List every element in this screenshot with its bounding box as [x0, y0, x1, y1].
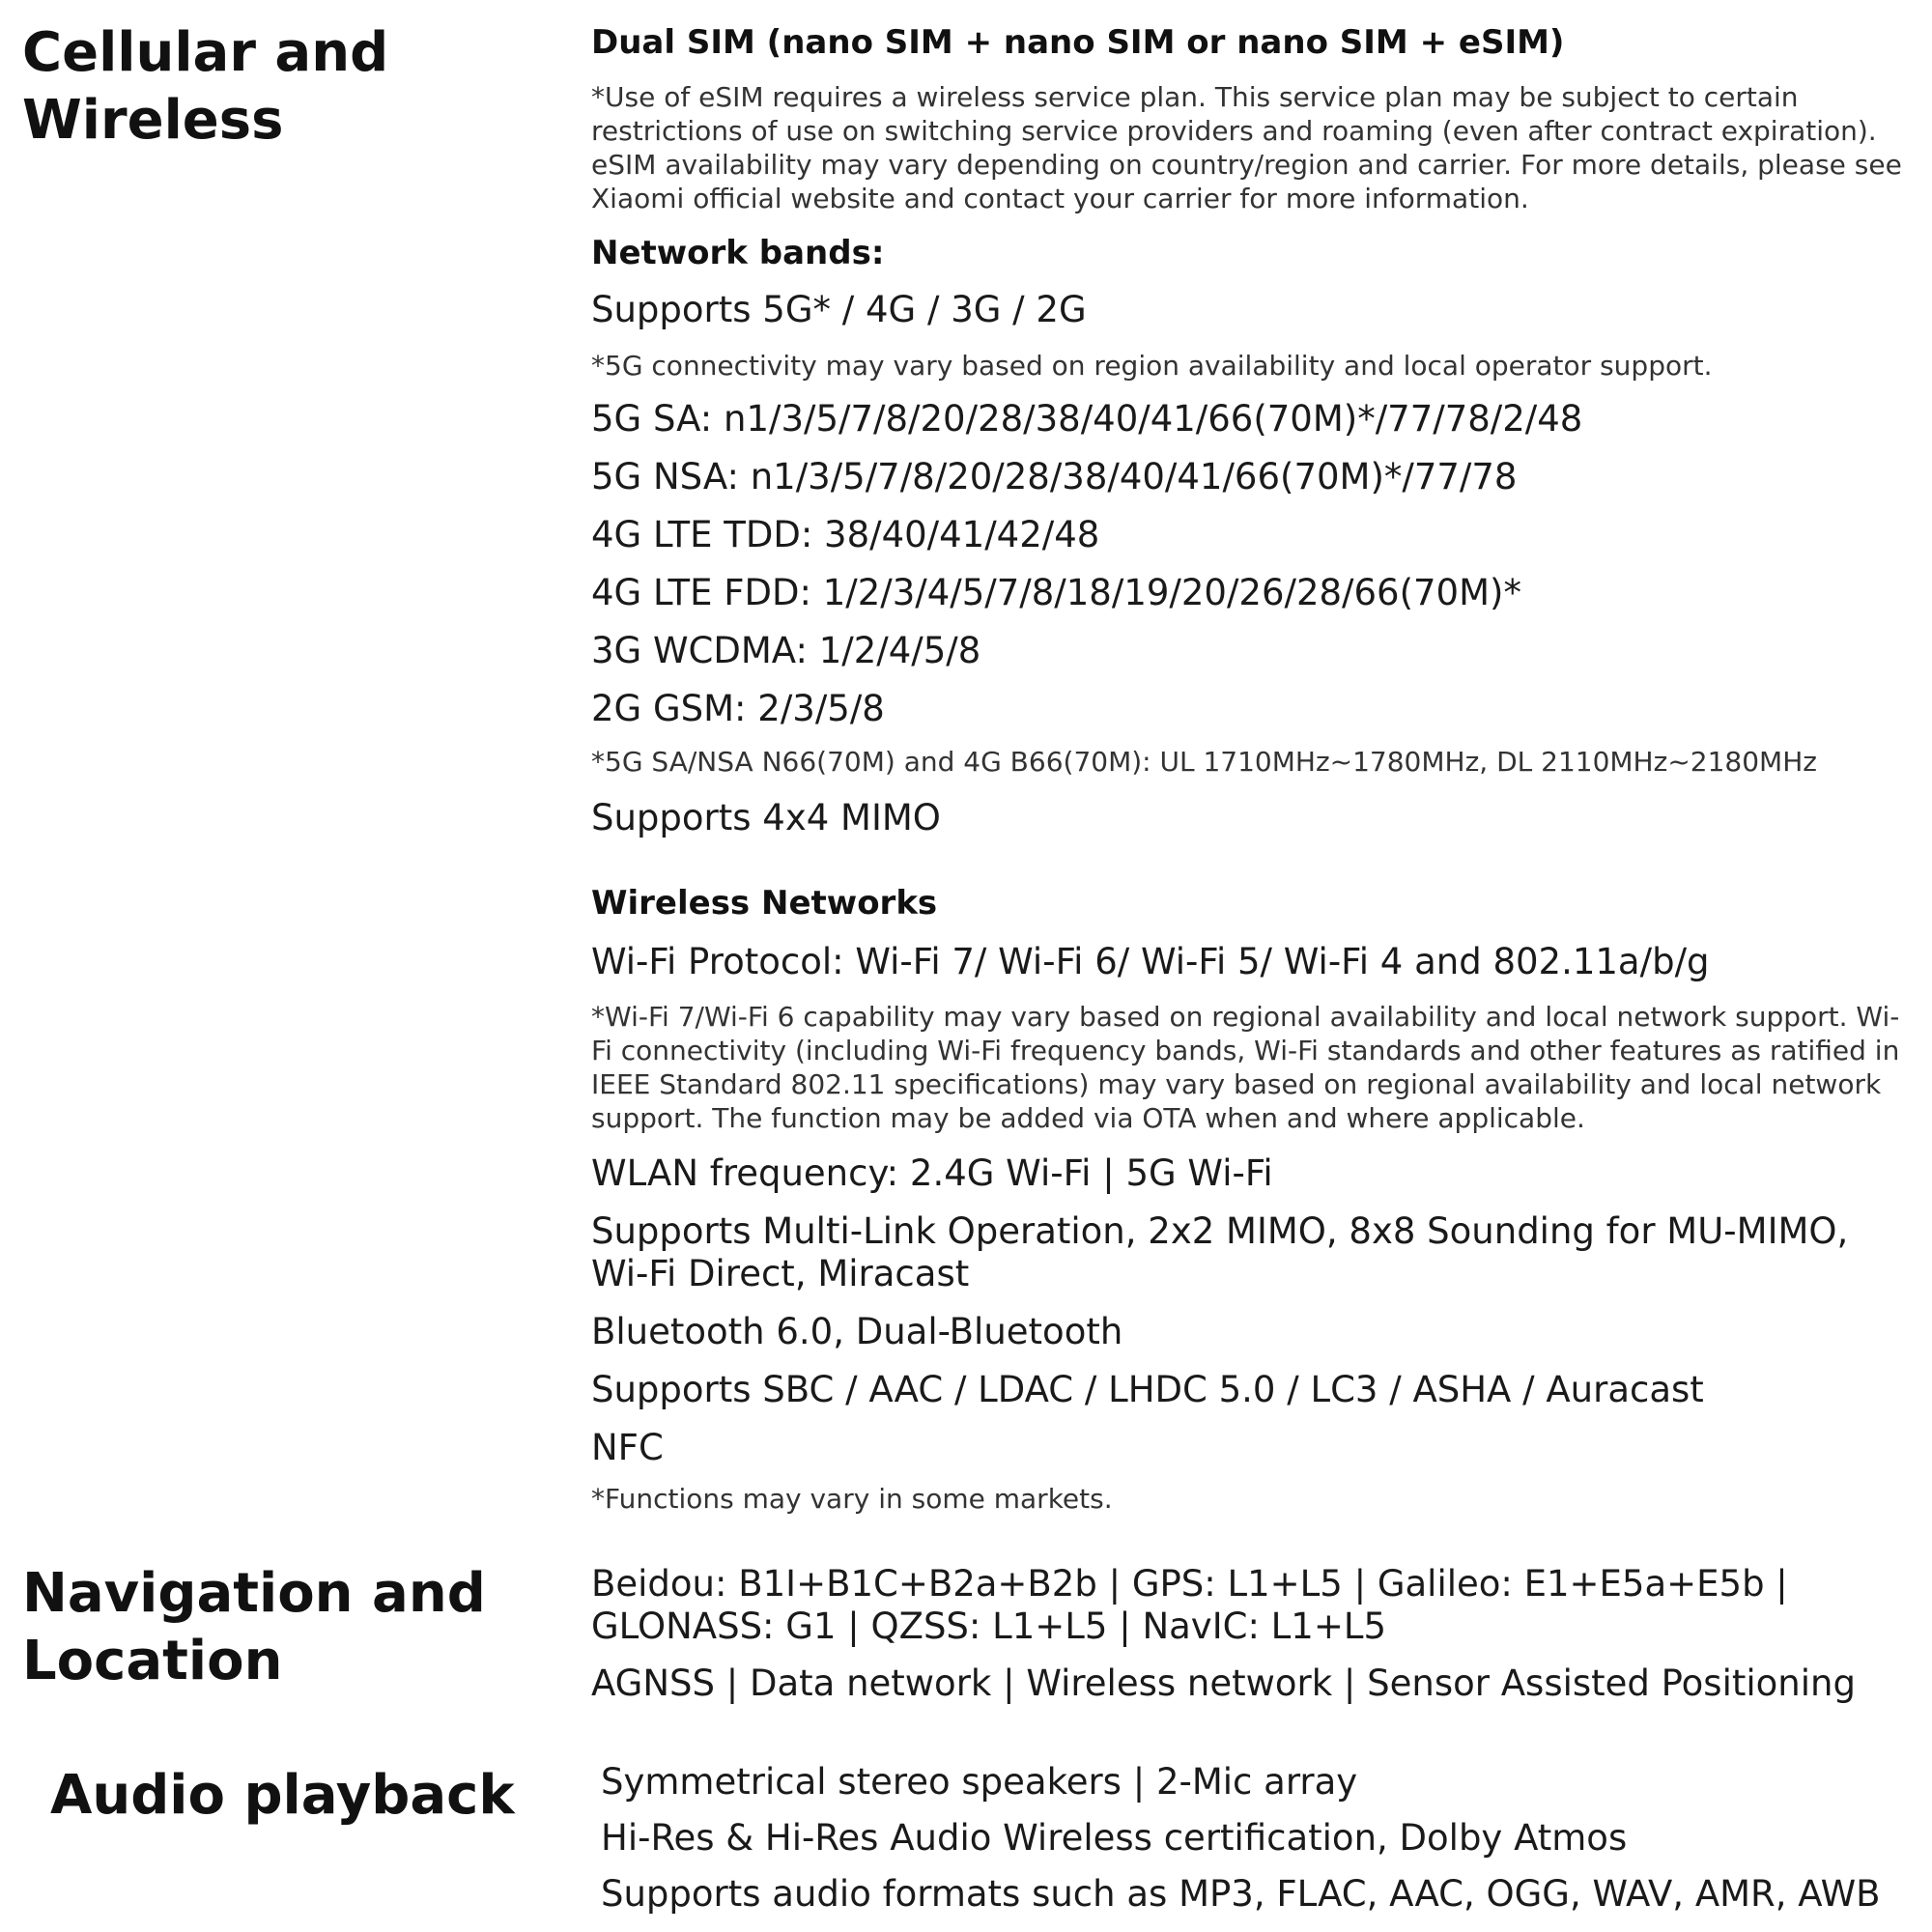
multi-link-operation: Supports Multi-Link Operation, 2x2 MIMO, 8x8 Sounding for MU-MIMO, Wi-Fi Direct, Miracast — [591, 1210, 1849, 1294]
n66-frequency-note: *5G SA/NSA N66(70M) and 4G B66(70M): UL 1710MHz~1780MHz, DL 2110MHz~2180MHz — [591, 746, 1817, 778]
wireless-networks-heading: Wireless Networks — [591, 884, 938, 923]
3g-wcdma-bands: 3G WCDMA: 1/2/4/5/8 — [591, 630, 981, 671]
mimo-support: Supports 4x4 MIMO — [591, 797, 941, 838]
wifi-capability-note: *Wi-Fi 7/Wi-Fi 6 capability may vary based on regional availability and local network support. Wi-Fi connectivity (including Wi-Fi frequency bands, Wi-Fi standards and other features as ratified in IEEE Standard 802.11 specifications) may vary based on regional availability and local network support. The function may be added via OTA when and where applicable. — [591, 1001, 1900, 1134]
esim-note: *Use of eSIM requires a wireless service plan. This service plan may be subject to certain restrictions of use on switching service providers and roaming (even after contract expiration). eSIM availability may vary depending on country/region and carrier. For more details, please see Xiaomi official website and contact your carrier for more information. — [591, 81, 1902, 214]
bluetooth-version: Bluetooth 6.0, Dual-Bluetooth — [591, 1311, 1123, 1352]
wifi-protocol: Wi-Fi Protocol: Wi-Fi 7/ Wi-Fi 6/ Wi-Fi 5/ Wi-Fi 4 and 802.11a/b/g — [591, 941, 1710, 982]
navigation-systems: Beidou: B1I+B1C+B2a+B2b | GPS: L1+L5 | Galileo: E1+E5a+E5b | GLONASS: G1 | QZSS: L1+L5 | NavIC: L1+L5 — [591, 1563, 1788, 1647]
navigation-location-title: Navigation and Location — [22, 1562, 486, 1692]
5g-sa-bands: 5G SA: n1/3/5/7/8/20/28/38/40/41/66(70M)*/77/78/2/48 — [591, 398, 1583, 440]
5g-nsa-bands: 5G NSA: n1/3/5/7/8/20/28/38/40/41/66(70M)*/77/78 — [591, 456, 1518, 497]
functions-note: *Functions may vary in some markets. — [591, 1483, 1113, 1515]
audio-playback-title: Audio playback — [50, 1764, 515, 1827]
2g-gsm-bands: 2G GSM: 2/3/5/8 — [591, 688, 885, 729]
supported-networks: Supports 5G* / 4G / 3G / 2G — [591, 289, 1087, 330]
audio-certification: Hi-Res & Hi-Res Audio Wireless certification, Dolby Atmos — [601, 1817, 1628, 1859]
4g-lte-fdd-bands: 4G LTE FDD: 1/2/3/4/5/7/8/18/19/20/26/28/66(70M)* — [591, 572, 1521, 613]
nfc-support: NFC — [591, 1427, 664, 1468]
5g-connectivity-note: *5G connectivity may vary based on region availability and local operator support. — [591, 350, 1713, 382]
positioning-assistance: AGNSS | Data network | Wireless network | Sensor Assisted Positioning — [591, 1662, 1856, 1704]
network-bands-heading: Network bands: — [591, 234, 885, 272]
cellular-wireless-title: Cellular and Wireless — [22, 21, 389, 152]
audio-formats: Supports audio formats such as MP3, FLAC, AAC, OGG, WAV, AMR, AWB — [601, 1873, 1881, 1915]
speakers-and-mics: Symmetrical stereo speakers | 2-Mic array — [601, 1761, 1358, 1803]
4g-lte-tdd-bands: 4G LTE TDD: 38/40/41/42/48 — [591, 514, 1100, 555]
sim-heading: Dual SIM (nano SIM + nano SIM or nano SIM + eSIM) — [591, 23, 1565, 62]
wlan-frequency: WLAN frequency: 2.4G Wi-Fi | 5G Wi-Fi — [591, 1152, 1273, 1194]
bluetooth-codecs: Supports SBC / AAC / LDAC / LHDC 5.0 / LC3 / ASHA / Auracast — [591, 1369, 1704, 1410]
